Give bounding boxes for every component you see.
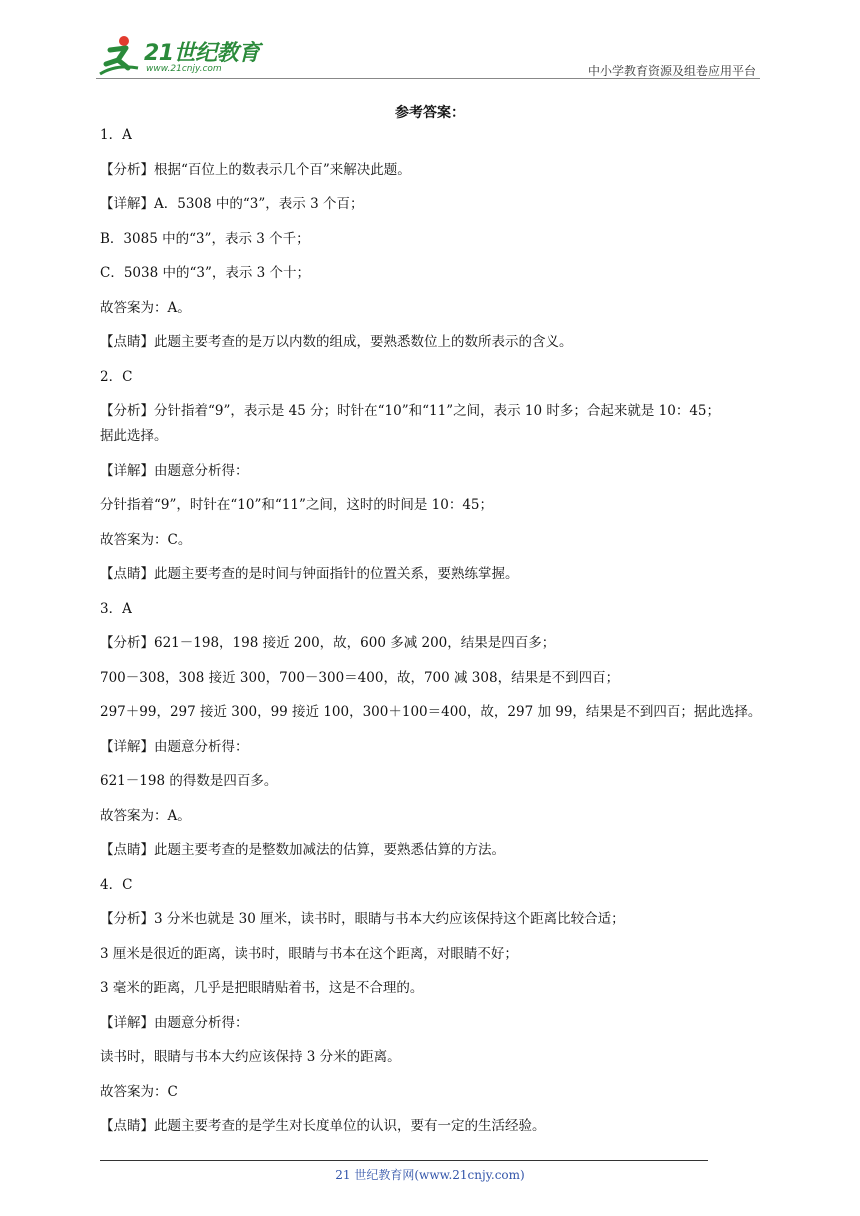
text-line: 4．C: [100, 876, 133, 893]
text-line: 读书时，眼睛与书本大约应该保持 3 分米的距离。: [100, 1049, 401, 1065]
text-line: 【分析】621－198，198 接近 200，故，600 多减 200，结果是四百多；: [100, 635, 556, 651]
text-line: 【点睛】此题主要考查的是时间与钟面指针的位置关系，要熟练掌握。: [100, 566, 519, 582]
text-line: 【点睛】此题主要考查的是整数加减法的估算，要熟悉估算的方法。: [100, 842, 505, 858]
text-line: 故答案为：C。: [100, 531, 192, 548]
text-line: 据此选择。: [100, 428, 168, 444]
footer-divider: [100, 1160, 708, 1161]
text-line: 【详解】由题意分析得：: [100, 738, 249, 755]
text-line: 【详解】A．5308 中的“3”，表示 3 个百；: [100, 196, 364, 212]
footer-text: 21 世纪教育网(www.21cnjy.com): [335, 1168, 525, 1182]
logo-url: www.21cnjy.com: [146, 64, 222, 74]
header-divider: [96, 78, 760, 79]
text-line: 【点睛】此题主要考查的是学生对长度单位的认识，要有一定的生活经验。: [100, 1118, 546, 1134]
text-line: 故答案为：A。: [100, 299, 191, 316]
answer-title: 参考答案：: [395, 105, 465, 121]
site-logo: [96, 34, 296, 78]
text-line: 2．C: [100, 368, 133, 385]
text-line: 故答案为：C: [100, 1083, 178, 1100]
text-line: 【点睛】此题主要考查的是万以内数的组成，要熟悉数位上的数所表示的含义。: [100, 334, 573, 350]
text-line: 3 厘米是很近的距离，读书时，眼睛与书本在这个距离，对眼睛不好；: [100, 945, 518, 962]
platform-name: 中小学教育资源及组卷应用平台: [587, 64, 756, 78]
text-line: 【详解】由题意分析得：: [100, 1014, 249, 1031]
text-line: 【分析】3 分米也就是 30 厘米，读书时，眼睛与书本大约应该保持这个距离比较合适；: [100, 911, 625, 927]
text-line: 700－308，308 接近 300，700－300＝400，故，700 减 308，结果是不到四百；: [100, 669, 620, 686]
logo-text: 21世纪教育: [144, 41, 260, 66]
text-line: 【分析】根据“百位上的数表示几个百”来解决此题。: [100, 161, 411, 178]
text-line: 【详解】由题意分析得：: [100, 462, 249, 479]
text-line: 【分析】分针指着“9”，表示是 45 分；时针在“10”和“11”之间，表示 10 时多；合起来就是 10：45；: [100, 403, 721, 419]
text-line: 297＋99，297 接近 300，99 接近 100，300＋100＝400，故，297 加 99，结果是不到四百；据此选择。: [100, 704, 762, 720]
runner-logo-icon: [96, 34, 142, 78]
text-line: 1．A: [100, 127, 132, 143]
text-line: B．3085 中的“3”，表示 3 个千；: [100, 230, 310, 247]
text-line: 分针指着“9”，时针在“10”和“11”之间，这时的时间是 10：45；: [100, 497, 494, 513]
text-line: 621－198 的得数是四百多。: [100, 773, 278, 789]
answer-body: [100, 127, 770, 1153]
text-line: 故答案为：A。: [100, 807, 191, 824]
text-line: C．5038 中的“3”，表示 3 个十；: [100, 265, 311, 281]
text-line: 3 毫米的距离，几乎是把眼睛贴着书，这是不合理的。: [100, 980, 424, 996]
page-header: [96, 30, 760, 78]
text-line: 3．A: [100, 600, 132, 617]
